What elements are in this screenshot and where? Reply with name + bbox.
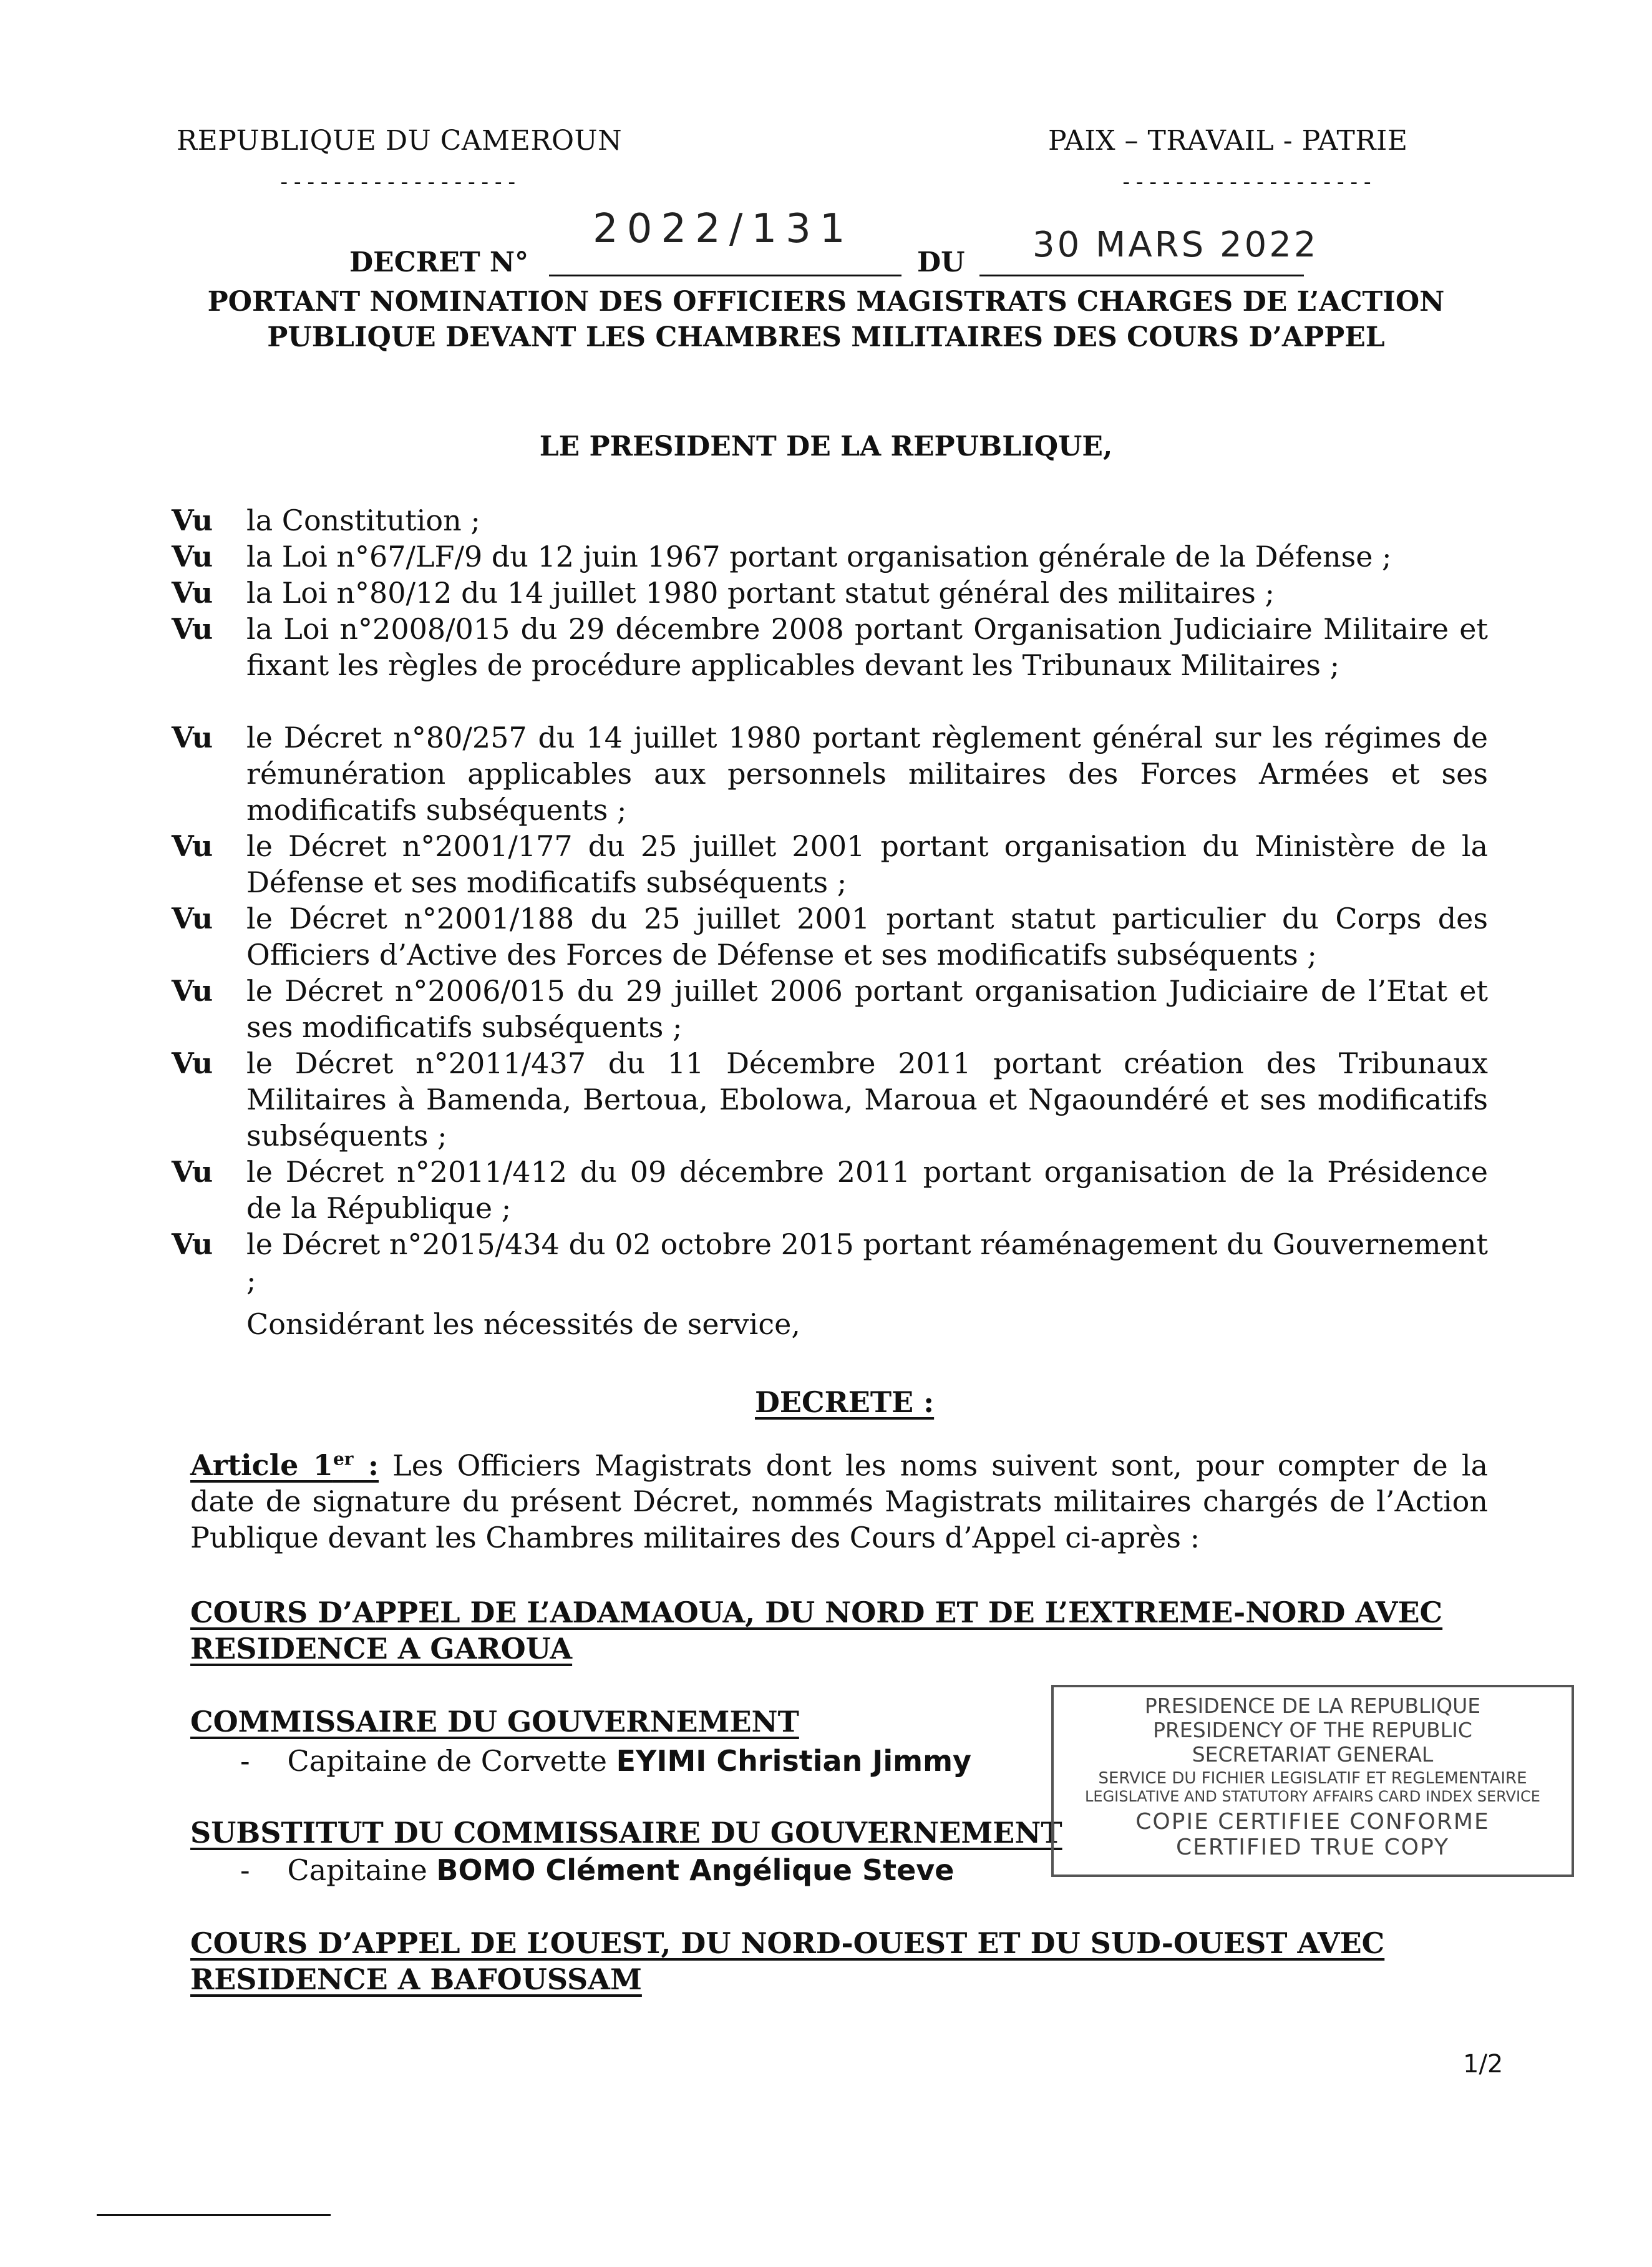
visa-label: Vu xyxy=(172,974,213,1008)
visa-item xyxy=(172,1226,1488,1299)
visa-item xyxy=(172,900,1488,973)
visa-label: Vu xyxy=(172,540,213,573)
court-1-heading-line-2: RESIDENCE A GAROUA xyxy=(190,1632,573,1665)
visa-text: le Décret n°2015/434 du 02 octobre 2015 portant réaménagement du Gouvernement ; xyxy=(246,1227,1488,1297)
visa-text: le Décret n°2001/177 du 25 juillet 2001 portant organisation du Ministère de la Défense et ses modificatifs subséquents ; xyxy=(246,829,1488,899)
article-1-text: Les Officiers Magistrats dont les noms suivent sont, pour compter de la date de signature du présent Décret, nommés Magistrats militaires chargés de l’Action Publique devant les Chambres militaires des Cours d’Appel ci-après : xyxy=(190,1448,1489,1555)
decree-title-line-2: PUBLIQUE DEVANT LES CHAMBRES MILITAIRES DES COURS D’APPEL xyxy=(267,321,1385,353)
court-2-heading-line-1: COURS D’APPEL DE L’OUEST, DU NORD-OUEST ET DU SUD-OUEST AVEC xyxy=(190,1926,1385,1960)
article-1-label: Article 1er : xyxy=(190,1448,379,1483)
visa-item xyxy=(172,539,1488,575)
visa-text: le Décret n°2006/015 du 29 juillet 2006 portant organisation Judiciaire de l’Etat et ses modificatifs subséquents ; xyxy=(246,974,1488,1044)
role-substitut-holder: - Capitaine BOMO Clément Angélique Steve xyxy=(240,1853,955,1887)
decree-title-line-1: PORTANT NOMINATION DES OFFICIERS MAGISTRATS CHARGES DE L’ACTION xyxy=(207,286,1445,318)
visa-item xyxy=(172,1154,1488,1226)
republic-name: REPUBLIQUE DU CAMEROUN xyxy=(177,125,623,157)
role-commissaire-title: COMMISSAIRE DU GOUVERNEMENT xyxy=(190,1705,799,1738)
decree-label: DECRET N° xyxy=(349,246,529,278)
visa-item xyxy=(172,502,1488,539)
visa-label: Vu xyxy=(172,576,213,610)
decree-number: 2022/131 xyxy=(593,206,854,252)
visa-label: Vu xyxy=(172,902,213,935)
visa-text: le Décret n°2001/188 du 25 juillet 2001 portant statut particulier du Corps des Officiers d’Active des Forces de Défense et ses modificatifs subséquents ; xyxy=(246,902,1488,972)
visa-item xyxy=(172,719,1488,828)
considering-text: Considérant les nécessités de service, xyxy=(246,1307,800,1341)
decree-date: 30 MARS 2022 xyxy=(1032,225,1319,265)
header-right-dashes: ------------------- xyxy=(1120,170,1374,195)
visa-text: la Constitution ; xyxy=(246,504,480,537)
visa-item xyxy=(172,973,1488,1045)
visa-text: la Loi n°67/LF/9 du 12 juin 1967 portant organisation générale de la Défense ; xyxy=(246,540,1392,573)
national-motto: PAIX – TRAVAIL - PATRIE xyxy=(1048,125,1408,157)
visa-item xyxy=(172,1045,1488,1154)
article-1 xyxy=(190,1441,1488,1556)
certified-copy-stamp: PRESIDENCE DE LA REPUBLIQUE PRESIDENCY OF THE REPUBLIC SECRETARIAT GENERAL SERVICE DU FICHIER LEGISLATIF ET REGLEMENTAIRE LEGISLATIVE AND STATUTORY AFFAIRS CARD INDEX SERVICE COPIE CERTIFIEE CONFORME CERTIFIED TRUE COPY xyxy=(1051,1685,1574,1877)
visa-text: le Décret n°80/257 du 14 juillet 1980 portant règlement général sur les régimes de rémunération applicables aux personnels militaires des Forces Armées et ses modificatifs subséquents ; xyxy=(246,721,1488,827)
visa-label: Vu xyxy=(172,1155,213,1189)
header-left-dashes: ------------------ xyxy=(278,170,519,195)
role-commissaire-holder: - Capitaine de Corvette EYIMI Christian Jimmy xyxy=(240,1744,972,1778)
decrete-heading: DECRETE : xyxy=(755,1385,935,1419)
visa-text: la Loi n°2008/015 du 29 décembre 2008 portant Organisation Judiciaire Militaire et fixant les règles de procédure applicables devant les Tribunaux Militaires ; xyxy=(246,612,1488,682)
visa-text: le Décret n°2011/437 du 11 Décembre 2011 portant création des Tribunaux Militaires à Bamenda, Bertoua, Ebolowa, Maroua et Ngaoundéré et ses modificatifs subséquents ; xyxy=(246,1046,1488,1153)
visa-item xyxy=(172,611,1488,683)
visa-label: Vu xyxy=(172,612,213,646)
president-heading: LE PRESIDENT DE LA REPUBLIQUE, xyxy=(539,431,1113,462)
visa-label: Vu xyxy=(172,1046,213,1080)
court-2-heading-line-2: RESIDENCE A BAFOUSSAM xyxy=(190,1962,642,1996)
visa-item xyxy=(172,828,1488,900)
visa-text: la Loi n°80/12 du 14 juillet 1980 portant statut général des militaires ; xyxy=(246,576,1275,610)
visa-item xyxy=(172,575,1488,611)
visa-label: Vu xyxy=(172,1227,213,1261)
visa-label: Vu xyxy=(172,504,213,537)
decree-number-underline xyxy=(549,275,901,276)
visa-label: Vu xyxy=(172,721,213,754)
decree-date-underline xyxy=(979,275,1304,276)
page-number: 1/2 xyxy=(1463,2050,1504,2079)
footnote-rule xyxy=(97,2214,331,2216)
visa-label: Vu xyxy=(172,829,213,863)
decree-du-label: DU xyxy=(917,246,965,278)
role-substitut-title: SUBSTITUT DU COMMISSAIRE DU GOUVERNEMENT xyxy=(190,1816,1062,1850)
court-1-heading-line-1: COURS D’APPEL DE L’ADAMAOUA, DU NORD ET DE L’EXTREME-NORD AVEC xyxy=(190,1596,1443,1629)
visa-text: le Décret n°2011/412 du 09 décembre 2011 portant organisation de la Présidence de la République ; xyxy=(246,1155,1488,1225)
